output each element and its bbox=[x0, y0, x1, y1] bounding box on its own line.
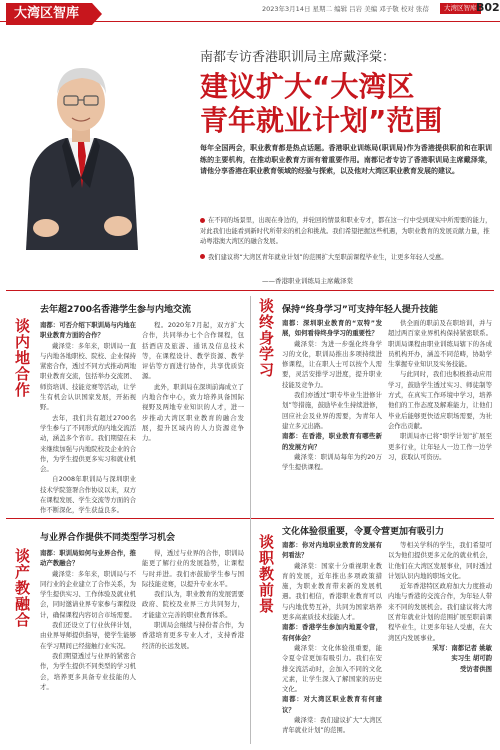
byline: 受访者供图 bbox=[460, 664, 492, 673]
body-column-1 bbox=[40, 320, 136, 515]
interview-question: 南都：深圳职业教育的“双特”发展，如何看待终身学习的重要性？ bbox=[282, 319, 382, 338]
quote-attribution: ——香港职业训练局主席戴泽棠 bbox=[262, 277, 353, 285]
body-paragraph: 戴泽棠：职训局每年为约20万学生提供课程。 bbox=[282, 452, 382, 472]
dateline: 2023年3月14日 星期二 编辑 吕岩 美编 邓子敬 校对 张蓓 bbox=[262, 5, 429, 13]
body-column-3 bbox=[282, 318, 382, 510]
subhead-2: 保持“终身学习”可支持年轻人提升技能 bbox=[282, 305, 438, 315]
subhead-4: 文化体验很重要，令夏令营更加有吸引力 bbox=[282, 527, 445, 537]
body-column-2 bbox=[142, 320, 244, 510]
body-paragraph: 与此同时，我们也积极推动应用学习，鼓励学生透过实习、师徒制等方式，在真实工作环境中学习，培养他们的工作态度及解难能力，让他们毕业后能够更快适应职场需要，为社会作出贡献。 bbox=[388, 370, 492, 430]
body-paragraph: 戴泽棠：多年来，职训局一直与内地各地职校、院校、企业保持紧密合作，透过不同方式推动两地职业教育交流，包括举办交流团、师资培训、技能竞赛等活动，让学生有机会认识国家发展，开拓视野。 bbox=[40, 341, 136, 412]
body-paragraph: 戴泽棠：文化体验很重要，能令夏令营更加有吸引力。我们在安排交流活动时，会加入不同的文化元素，让学生深入了解国家的历史文化。 bbox=[282, 643, 382, 694]
body-paragraph: 得，透过与业界的合作，职训局能更了解行业的发展趋势，让课程与时并进。我们亦鼓励学生参与国际技能竞赛，以提升专业水平。 bbox=[142, 549, 244, 588]
article-headline bbox=[200, 70, 490, 138]
body-column-8 bbox=[388, 540, 492, 744]
page-header bbox=[0, 0, 500, 22]
body-paragraph: 去年，我们共有超过2700名学生参与了不同形式的内地交流活动，涵盖多个省市。我们期望在未来继续加强与内地院校及企业的合作，为学生提供更多实习和就业机会。 bbox=[40, 413, 136, 474]
interview-question: 南都：你对内地职业教育的发展有何看法？ bbox=[282, 541, 382, 560]
body-paragraph: 我们期望透过与业界的紧密合作，为学生提供不同类型的学习机会，培养更多具备专业技能的人才。 bbox=[40, 651, 136, 691]
pull-quotes bbox=[200, 216, 492, 268]
body-paragraph: 职训局亦已将“职学计划”扩展至更多行业，让年轻人一边工作一边学习，获取认可资历。 bbox=[388, 432, 492, 461]
headline-line-2: 青年就业计划”范围 bbox=[200, 104, 443, 137]
body-paragraph: 我们亦透过“职专毕业生进修计划”等措施，鼓励毕业生持续进修，回应社会及业界的需要，为青年人建立多元出路。 bbox=[282, 391, 382, 430]
byline: 采写：南都记者 姚敏 bbox=[432, 643, 492, 652]
subhead-3: 与业界合作提供不同类型学习机会 bbox=[40, 533, 176, 543]
body-paragraph: 供全面的职前及在职培训，并与超过两百家业界机构保持紧密联系。职训局课程由职业训练局辖下的各成员机构开办，涵盖不同范畴，协助学生掌握专业知识及实务技能。 bbox=[388, 319, 492, 369]
section-rule-top bbox=[6, 290, 494, 291]
body-paragraph: 自2008年职训局与深圳职业技术学院签署合作协议以来，双方在课程发展、学生交流等方面的合作不断深化，学生获益良多。 bbox=[40, 475, 136, 515]
section-title-mainland: 谈内地合作 bbox=[13, 318, 31, 398]
article-lead: 每年全国两会，职业教育都是热点话题。香港职业训练局(职训局)作为香港提供职前和在职训练的主要机构，在推动职业教育方面有着重要作用。南都记者专访了香港职训局主席戴泽棠，请他分享香港在职业教育领域的经验与探索，以及他对大湾区职业教育发展的建议。 bbox=[200, 144, 492, 175]
section-title-industry: 谈产教融合 bbox=[13, 548, 31, 628]
body-paragraph: 我们还设立了行业伙伴计划，由业界导师提供指导，使学生能够在学习期间已经接触行业实况。 bbox=[40, 621, 136, 650]
interview-question: 南都：对大湾区职业教育有何建议？ bbox=[282, 695, 382, 714]
pull-quote-1: 在不同的场景里，出现在身边的，并轮回的情景和职业专才，都在这一行中受到现实中所需要的能力，对此我们也能看到新时代所带来的机会和挑战。我们希望把握这些机遇，为职业教育的发展贡献力量，推动粤港澳大湾区的融合发展。 bbox=[200, 217, 492, 245]
bullet-icon bbox=[200, 218, 205, 223]
byline: 实习生 胡可韵 bbox=[451, 654, 492, 663]
body-paragraph: 职训局会继续与持份者合作，为香港培育更多专业人才，支持香港经济的长远发展。 bbox=[142, 621, 244, 650]
portrait-photo bbox=[6, 28, 156, 250]
body-paragraph: 戴泽棠：我们建议扩大“大湾区青年就业计划”的范围。 bbox=[282, 716, 382, 735]
interview-question: 南都：可否介绍下职训局与内地在职业教育方面的合作？ bbox=[40, 321, 136, 340]
subhead-1: 去年超2700名香港学生参与内地交流 bbox=[40, 305, 192, 315]
bullet-icon bbox=[200, 254, 205, 259]
body-column-7 bbox=[282, 540, 382, 744]
body-paragraph: 戴泽棠：为进一步强化终身学习的文化，职训局推出多项持续进修课程，让在职人士可以按个人需要，灵活安排学习进度，提升职业技能及竞争力。 bbox=[282, 339, 382, 389]
pull-quote-2: 我们建议将“大湾区青年就业计划”的范围扩大至职前课程毕业生，让更多年轻人受惠。 bbox=[200, 253, 492, 264]
column-divider bbox=[250, 296, 251, 744]
body-paragraph: 程。2020年7月起，双方扩大合作，共同举办七个合作课程，包括酒店及旅游、通讯及信息技术等，在课程设计、教学资源、教学评估等方面进行协作，共享优质资源。 bbox=[142, 321, 244, 381]
body-paragraph: 戴泽棠：多年来，职训局与不同行业的企业建立了合作关系，为学生提供实习、工作体验及就业机会，同时邀请业界专家参与课程设计，确保课程内容切合市场需要。 bbox=[40, 569, 136, 619]
body-paragraph: 戴泽棠：国家十分重视职业教育的发展，近年推出多项政策措施，为职业教育带来新的发展机遇。我们相信，香港职业教育可以与内地优势互补，共同为国家培养更多高素质技术技能人才。 bbox=[282, 561, 382, 622]
body-column-4 bbox=[388, 318, 492, 510]
body-paragraph: 此外，职训局在深圳前海成立了内地合作中心，致力培养具备国际视野及两地专业知识的人才，进一步推动大湾区职业教育的融合发展，提升区域内的人力资源竞争力。 bbox=[142, 382, 244, 443]
page-number: B02 bbox=[476, 1, 500, 14]
body-column-6 bbox=[142, 548, 244, 744]
body-column-5 bbox=[40, 548, 136, 744]
section-title-prospects: 谈职教前景 bbox=[257, 534, 275, 614]
body-paragraph: 我们认为，职业教育的发展需要政府、院校及业界三方共同努力，才能建立完善的职业教育体系。 bbox=[142, 590, 244, 619]
section-tag: 大湾区智库 bbox=[6, 3, 92, 25]
interview-question: 南都：职训局如何与业界合作，推动产教融合？ bbox=[40, 549, 136, 568]
section-title-lifelong: 谈终身学习 bbox=[257, 298, 275, 378]
interview-question: 南都：香港学生参加内地夏令营，有何体会？ bbox=[282, 623, 382, 642]
interview-question: 南都：在香港，职业教育有哪些新的发展方向？ bbox=[282, 432, 382, 451]
body-paragraph: 等相关学科的学生，我们希望可以为他们提供更多元化的就业机会，让他们在大湾区发展事业，同时透过计划认识内地的职场文化。 bbox=[388, 541, 492, 580]
headline-line-1: 建议扩大“大湾区 bbox=[200, 70, 415, 103]
header-rule bbox=[0, 21, 500, 22]
article-kicker: 南都专访香港职训局主席戴泽棠： bbox=[200, 50, 396, 65]
edition-badge: 大湾区智库 bbox=[440, 3, 481, 14]
body-paragraph: 近年香港特区政府加大力度推动内地与香港的交流合作，为年轻人带来不同的发展机会。我们建议将大湾区青年就业计划的范围扩展至职前课程毕业生，让更多年轻人受惠，在大湾区内发展事业。 bbox=[388, 582, 492, 642]
